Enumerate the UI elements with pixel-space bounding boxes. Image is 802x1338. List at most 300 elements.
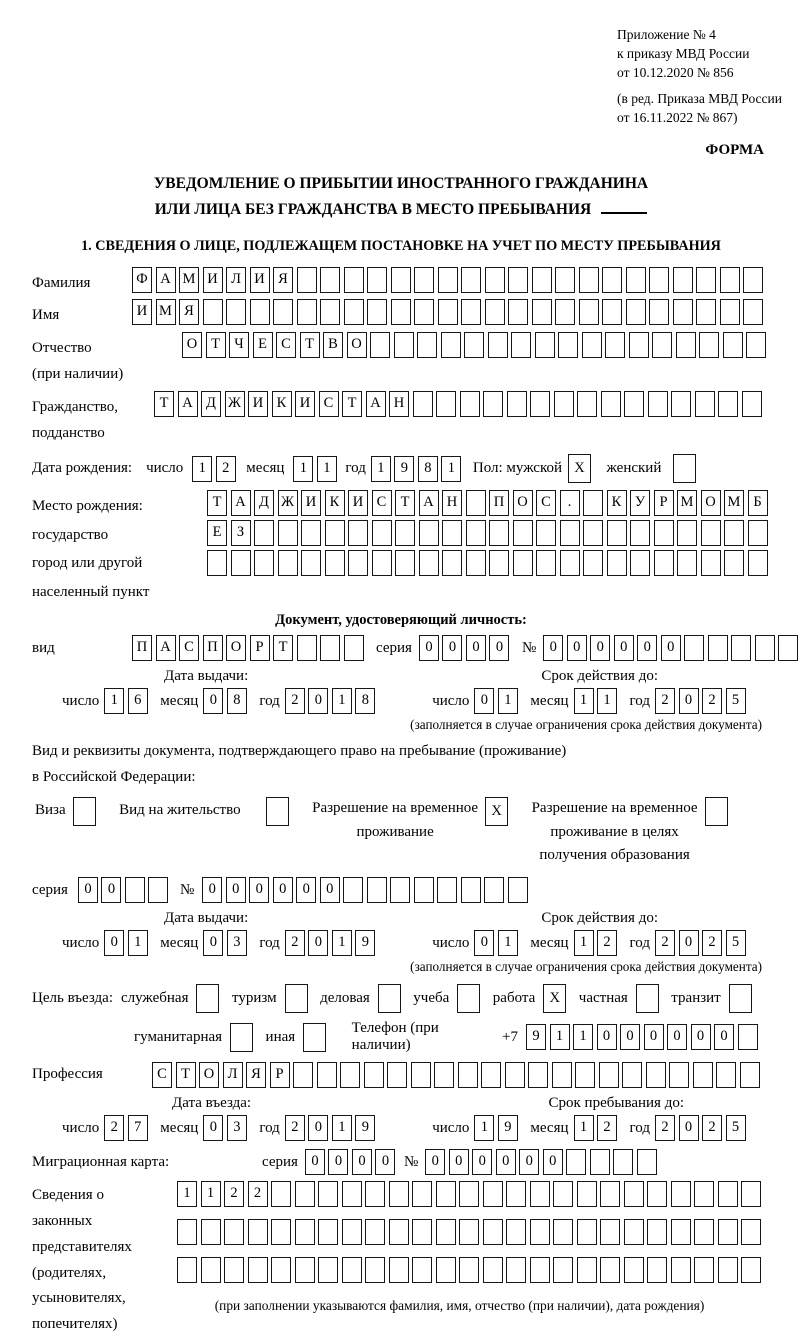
form-cell <box>412 1257 432 1283</box>
form-cell <box>602 267 622 293</box>
form-cell <box>513 520 533 546</box>
purpose-study-checkbox <box>457 984 484 1013</box>
form-cell <box>647 1181 667 1207</box>
form-cell <box>626 299 646 325</box>
purpose-business-label: деловая <box>320 990 370 1007</box>
form-cell <box>622 1062 642 1088</box>
form-cell: 0 <box>489 635 509 661</box>
form-cell <box>560 520 580 546</box>
doc-number-cells <box>543 635 802 661</box>
residence-date-headers <box>32 910 770 927</box>
stay-date-group <box>432 1115 758 1141</box>
id-issue-date-group <box>62 688 388 714</box>
form-cell <box>318 1257 338 1283</box>
form-cell <box>577 1181 597 1207</box>
form-cell: 0 <box>203 688 223 714</box>
temp-residence-edu-line-1: Разрешение на временное <box>531 800 698 817</box>
form-cell <box>778 635 798 661</box>
representatives-label-line-2: законных <box>32 1213 93 1229</box>
migration-card-label: Миграционная карта: <box>32 1153 170 1170</box>
residence-permit-row <box>32 797 770 867</box>
form-cell <box>673 299 693 325</box>
form-cell <box>602 299 622 325</box>
form-cell: 0 <box>543 635 563 661</box>
doc-series-cells <box>419 635 513 661</box>
form-cell <box>438 267 458 293</box>
form-cell <box>654 520 674 546</box>
residence-permit-item <box>119 797 292 826</box>
form-cell: Т <box>176 1062 196 1088</box>
form-cell <box>558 332 578 358</box>
form-cell <box>508 877 528 903</box>
residence-valid-year-label: год <box>629 934 650 951</box>
stay-until-header: Срок пребывания до: <box>548 1095 684 1112</box>
residence-issue-year-label: год <box>259 934 280 951</box>
form-cell: 9 <box>394 456 414 482</box>
form-cell: 2 <box>224 1181 244 1207</box>
stay-year-label: год <box>629 1119 650 1136</box>
birthplace-label-line-3: город или другой <box>32 555 143 572</box>
form-cell: 5 <box>726 1115 746 1141</box>
form-cell <box>583 490 603 516</box>
form-cell <box>461 299 481 325</box>
form-cell <box>414 299 434 325</box>
form-cell <box>348 520 368 546</box>
form-cell: 2 <box>702 1115 722 1141</box>
entry-year-label: год <box>259 1119 280 1136</box>
stay-day-cells <box>474 1115 521 1141</box>
id-issue-month-label: месяц <box>160 692 199 709</box>
form-cell <box>271 1181 291 1207</box>
form-cell <box>466 490 486 516</box>
form-cell: 1 <box>177 1181 197 1207</box>
form-cell: 3 <box>227 1115 247 1141</box>
form-cell <box>740 1062 760 1088</box>
form-cell <box>552 1062 572 1088</box>
form-cell: Т <box>342 391 362 417</box>
form-cell: 2 <box>285 930 305 956</box>
form-cell <box>411 1062 431 1088</box>
form-cell <box>390 877 410 903</box>
form-title-line-2-text: ИЛИ ЛИЦА БЕЗ ГРАЖДАНСТВА В МЕСТО ПРЕБЫВАНИЯ <box>154 200 592 218</box>
purpose-official-checkbox <box>196 984 223 1013</box>
form-cell <box>536 550 556 576</box>
birth-day-label: число <box>146 460 184 477</box>
form-cell: 0 <box>308 688 328 714</box>
form-cell <box>395 550 415 576</box>
form-cell: Т <box>300 332 320 358</box>
sex-male-checkbox <box>568 454 595 483</box>
form-cell: 8 <box>227 688 247 714</box>
form-cell: 8 <box>418 456 438 482</box>
form-cell <box>438 299 458 325</box>
form-cell: 0 <box>597 1024 617 1050</box>
given-name-cells <box>132 299 767 325</box>
migration-number-cells <box>425 1149 660 1175</box>
form-cell: 0 <box>425 1149 445 1175</box>
form-cell <box>485 299 505 325</box>
form-cell: 2 <box>104 1115 124 1141</box>
form-cell <box>530 1257 550 1283</box>
representatives-cells-row-1 <box>177 1181 765 1207</box>
residence-valid-until-header: Срок действия до: <box>541 910 658 927</box>
form-cell <box>720 299 740 325</box>
form-cell <box>694 1181 714 1207</box>
form-cell: 2 <box>248 1181 268 1207</box>
form-cell <box>391 267 411 293</box>
form-cell <box>629 332 649 358</box>
residence-doc-series-row <box>32 877 770 903</box>
form-cell: Ж <box>278 490 298 516</box>
form-cell: 0 <box>667 1024 687 1050</box>
form-cell <box>601 391 621 417</box>
form-cell <box>254 550 274 576</box>
form-cell: И <box>295 391 315 417</box>
form-title <box>32 171 770 221</box>
form-cell: 0 <box>714 1024 734 1050</box>
form-cell <box>367 267 387 293</box>
form-cell <box>676 332 696 358</box>
residence-issue-day-cells <box>104 930 151 956</box>
form-cell <box>489 520 509 546</box>
visa-checkbox <box>73 797 100 826</box>
birthplace-row <box>32 490 770 606</box>
birth-date-label: Дата рождения: <box>32 460 133 477</box>
title-underline <box>601 212 647 214</box>
form-cell <box>718 391 738 417</box>
form-cell <box>378 984 401 1013</box>
form-cell: 9 <box>355 930 375 956</box>
form-cell <box>579 299 599 325</box>
entry-day-label: число <box>62 1119 100 1136</box>
id-validity-note: (заполняется в случае ограничения срока действия документа) <box>410 717 762 733</box>
form-cell: 5 <box>726 688 746 714</box>
form-cell: 9 <box>498 1115 518 1141</box>
form-cell: 9 <box>355 1115 375 1141</box>
form-cell <box>340 1062 360 1088</box>
form-cell <box>125 877 145 903</box>
surname-label: Фамилия <box>32 274 91 291</box>
form-cell: А <box>156 267 176 293</box>
form-cell: 6 <box>128 688 148 714</box>
form-cell: 8 <box>355 688 375 714</box>
temp-residence-label <box>312 797 478 844</box>
sex-female-label: женский <box>606 460 662 477</box>
form-cell <box>344 635 364 661</box>
form-cell <box>694 1219 714 1245</box>
migration-series-cells <box>305 1149 399 1175</box>
form-cell <box>466 550 486 576</box>
form-cell: 1 <box>104 688 124 714</box>
form-cell <box>566 1149 586 1175</box>
form-cell <box>372 550 392 576</box>
form-cell <box>507 391 527 417</box>
form-cell: 0 <box>78 877 98 903</box>
appendix-line-2: к приказу МВД России <box>617 45 750 61</box>
form-cell: X <box>543 984 566 1013</box>
form-cell: 1 <box>498 688 518 714</box>
representatives-label-line-4: (родителях, <box>32 1264 107 1281</box>
form-cell: 7 <box>128 1115 148 1141</box>
form-cell <box>724 520 744 546</box>
form-cell: 1 <box>332 688 352 714</box>
citizenship-label <box>32 391 154 447</box>
form-cell <box>748 550 768 576</box>
form-cell <box>224 1219 244 1245</box>
form-cell <box>626 267 646 293</box>
form-cell <box>528 1062 548 1088</box>
form-cell <box>694 1257 714 1283</box>
purpose-tourism-label: туризм <box>231 990 277 1007</box>
form-cell <box>724 550 744 576</box>
purpose-official-label: служебная <box>120 990 189 1007</box>
form-cell <box>436 1181 456 1207</box>
form-cell <box>394 332 414 358</box>
form-cell: 1 <box>574 930 594 956</box>
purpose-row-2 <box>32 1020 770 1054</box>
form-cell <box>224 1257 244 1283</box>
form-cell <box>646 1062 666 1088</box>
profession-row <box>32 1062 770 1088</box>
form-cell: А <box>419 490 439 516</box>
form-cell <box>177 1219 197 1245</box>
form-cell <box>630 520 650 546</box>
form-cell: Л <box>223 1062 243 1088</box>
form-cell: 0 <box>496 1149 516 1175</box>
form-cell <box>367 299 387 325</box>
form-cell: 0 <box>202 877 222 903</box>
form-cell <box>649 299 669 325</box>
form-cell <box>671 391 691 417</box>
form-cell <box>365 1181 385 1207</box>
form-cell: 0 <box>328 1149 348 1175</box>
form-cell: 1 <box>474 1115 494 1141</box>
id-issue-year-cells <box>285 688 379 714</box>
form-cell <box>718 1219 738 1245</box>
form-cell: Т <box>206 332 226 358</box>
form-cell: 0 <box>567 635 587 661</box>
form-cell: 2 <box>597 930 617 956</box>
form-cell: 2 <box>285 688 305 714</box>
stay-year-cells <box>655 1115 749 1141</box>
form-cell <box>607 550 627 576</box>
representatives-cells-row-3 <box>177 1257 765 1283</box>
form-cell: 0 <box>679 930 699 956</box>
residence-issue-date-header: Дата выдачи: <box>164 910 249 927</box>
form-cell <box>553 1257 573 1283</box>
form-cell <box>553 1219 573 1245</box>
form-cell <box>434 1062 454 1088</box>
form-cell <box>460 391 480 417</box>
residence-doc-text <box>32 739 770 790</box>
id-valid-until-header: Срок действия до: <box>541 668 658 685</box>
form-cell <box>696 299 716 325</box>
purpose-work-checkbox <box>543 984 570 1013</box>
form-cell: А <box>231 490 251 516</box>
purpose-transit-label: транзит <box>671 990 721 1007</box>
citizenship-label-line-1: Гражданство, <box>32 398 119 415</box>
form-cell <box>513 550 533 576</box>
form-cell <box>530 391 550 417</box>
form-cell <box>271 1257 291 1283</box>
form-cell <box>554 391 574 417</box>
residence-valid-month-cells <box>574 930 621 956</box>
birth-month-cells <box>293 456 340 482</box>
citizenship-label-line-2: подданство <box>32 424 105 441</box>
form-body <box>32 267 770 1338</box>
form-cell: 1 <box>371 456 391 482</box>
form-cell <box>364 1062 384 1088</box>
form-cell <box>278 520 298 546</box>
id-valid-day-label: число <box>432 692 470 709</box>
form-cell <box>395 520 415 546</box>
form-cell <box>647 1257 667 1283</box>
patronymic-row <box>32 332 770 388</box>
representatives-label-line-5: усыновителях, <box>32 1290 126 1307</box>
form-cell <box>648 391 668 417</box>
birthplace-label <box>32 490 207 606</box>
form-cell <box>320 299 340 325</box>
residence-permit-checkbox <box>266 797 293 826</box>
form-cell <box>250 299 270 325</box>
residence-number-cells <box>202 877 531 903</box>
temp-residence-item <box>312 797 511 844</box>
residence-series-label: серия <box>32 881 68 898</box>
form-cell <box>484 877 504 903</box>
form-cell: С <box>319 391 339 417</box>
form-cell <box>671 1181 691 1207</box>
form-cell: А <box>156 635 176 661</box>
residence-issue-year-cells <box>285 930 379 956</box>
form-cell <box>481 1062 501 1088</box>
form-cell: 0 <box>308 930 328 956</box>
form-cell <box>196 984 219 1013</box>
amendment-line-1: (в ред. Приказа МВД России <box>617 90 782 106</box>
form-cell <box>417 332 437 358</box>
entry-date-group <box>62 1115 388 1141</box>
form-cell: И <box>203 267 223 293</box>
form-cell <box>266 797 289 826</box>
form-cell <box>605 332 625 358</box>
form-cell <box>647 1219 667 1245</box>
residence-issue-month-label: месяц <box>160 934 199 951</box>
residence-number-label: № <box>179 881 195 898</box>
patronymic-label <box>32 332 182 388</box>
form-cell: Е <box>207 520 227 546</box>
form-cell <box>412 1181 432 1207</box>
form-cell <box>748 520 768 546</box>
form-cell: 0 <box>375 1149 395 1175</box>
birthplace-label-line-1: Место рождения: <box>32 498 143 515</box>
form-cell: 0 <box>442 635 462 661</box>
form-cell: Д <box>201 391 221 417</box>
form-cell <box>532 267 552 293</box>
form-cell <box>459 1219 479 1245</box>
form-cell <box>414 877 434 903</box>
form-cell <box>201 1219 221 1245</box>
form-cell <box>442 520 462 546</box>
form-cell <box>555 267 575 293</box>
entry-month-cells <box>203 1115 250 1141</box>
form-cell: 0 <box>474 930 494 956</box>
entry-month-label: месяц <box>160 1119 199 1136</box>
form-cell <box>535 332 555 358</box>
form-cell <box>295 1219 315 1245</box>
birthplace-cells-row-2 <box>207 520 771 546</box>
form-cell <box>677 520 697 546</box>
form-cell <box>743 299 763 325</box>
form-cell <box>295 1257 315 1283</box>
form-cell: 2 <box>655 688 675 714</box>
form-cell <box>177 1257 197 1283</box>
form-cell: С <box>536 490 556 516</box>
form-cell: Р <box>654 490 674 516</box>
form-cell: 1 <box>597 688 617 714</box>
form-cell: 0 <box>691 1024 711 1050</box>
form-cell: 2 <box>285 1115 305 1141</box>
stay-day-label: число <box>432 1119 470 1136</box>
form-cell <box>649 267 669 293</box>
form-cell: 0 <box>543 1149 563 1175</box>
form-cell <box>317 1062 337 1088</box>
form-cell <box>348 550 368 576</box>
form-cell: Т <box>273 635 293 661</box>
sex-male-label: Пол: мужской <box>472 460 563 477</box>
form-cell <box>248 1257 268 1283</box>
doc-kind-cells <box>132 635 367 661</box>
purpose-business-checkbox <box>378 984 405 1013</box>
entry-date-headers <box>32 1095 770 1112</box>
birthplace-label-line-2: государство <box>32 526 109 543</box>
id-issue-day-label: число <box>62 692 100 709</box>
form-cell <box>365 1219 385 1245</box>
form-cell: 1 <box>192 456 212 482</box>
form-cell <box>506 1257 526 1283</box>
form-cell <box>530 1219 550 1245</box>
form-cell: О <box>701 490 721 516</box>
doc-kind-label: вид <box>32 639 55 656</box>
form-cell: О <box>347 332 367 358</box>
id-issue-date-header: Дата выдачи: <box>164 668 249 685</box>
form-cell: 0 <box>308 1115 328 1141</box>
surname-cells <box>132 267 767 293</box>
birth-date-row <box>32 454 770 483</box>
doc-series-label: серия <box>376 639 412 656</box>
representatives-cell-rows <box>177 1181 765 1314</box>
form-cell <box>466 520 486 546</box>
form-cell: С <box>179 635 199 661</box>
id-issue-year-label: год <box>259 692 280 709</box>
purpose-private-checkbox <box>636 984 663 1013</box>
form-cell: В <box>323 332 343 358</box>
appendix-line-1: Приложение № 4 <box>617 27 716 42</box>
form-cell: У <box>630 490 650 516</box>
form-cell: С <box>372 490 392 516</box>
form-cell <box>583 520 603 546</box>
form-cell: 1 <box>573 1024 593 1050</box>
form-cell <box>254 520 274 546</box>
temp-residence-edu-line-2: проживание в целях <box>550 823 679 840</box>
form-cell: Т <box>395 490 415 516</box>
form-cell <box>271 1219 291 1245</box>
form-cell <box>148 877 168 903</box>
appendix-line-3: от 10.12.2020 № 856 <box>617 64 734 80</box>
id-valid-month-label: месяц <box>530 692 569 709</box>
form-cell <box>458 1062 478 1088</box>
form-cell <box>701 550 721 576</box>
form-cell <box>441 332 461 358</box>
migration-card-row <box>32 1149 770 1175</box>
